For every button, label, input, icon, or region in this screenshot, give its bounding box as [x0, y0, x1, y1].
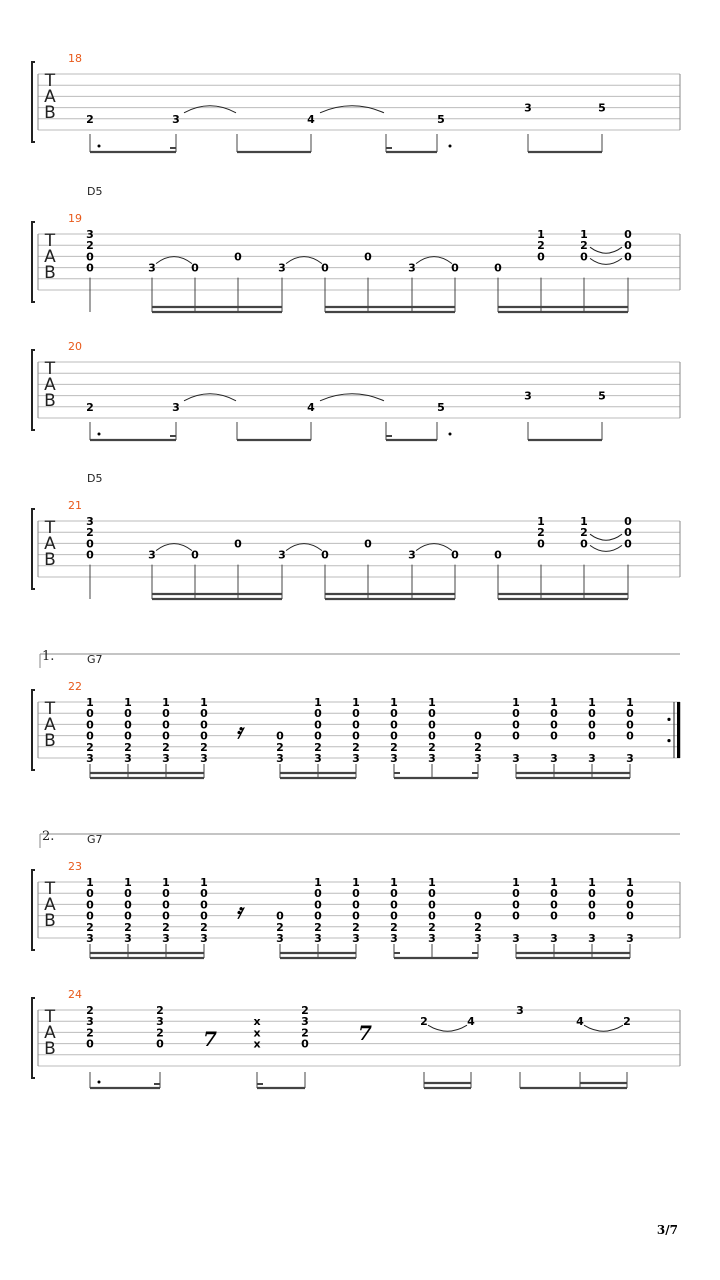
fret-number: 0 [352, 909, 360, 923]
fret-number: 0 [162, 707, 170, 721]
rhythm-dot [449, 145, 452, 148]
fret-number: 2 [276, 920, 284, 934]
fret-number: 2 [276, 740, 284, 754]
fret-number: 3 [124, 752, 132, 765]
fret-number: 0 [580, 537, 588, 551]
fret-number: 0 [550, 909, 558, 923]
fret-number: 2 [428, 920, 436, 934]
fret-number: 0 [550, 898, 558, 912]
tab-label-a: A [44, 87, 56, 107]
fret-number: 1 [512, 876, 520, 889]
tab-label-b: B [44, 911, 56, 931]
fret-number: 3 [588, 752, 596, 765]
fret-number: 0 [428, 909, 436, 923]
system-bracket [32, 222, 35, 302]
muted-string: x [253, 1026, 261, 1040]
fret-number: 0 [352, 718, 360, 732]
fret-number: 2 [580, 526, 588, 540]
fret-number: 0 [86, 1037, 94, 1051]
fret-number: 2 [623, 1015, 631, 1029]
fret-number: 1 [314, 696, 322, 709]
fret-number: 2 [162, 920, 170, 934]
fret-number: 1 [428, 876, 436, 889]
tab-label-a: A [44, 715, 56, 735]
measure-number: 21 [68, 499, 82, 512]
fret-number: 0 [512, 729, 520, 743]
tab-label-b: B [44, 1039, 56, 1059]
fret-number: 2 [86, 239, 94, 253]
fret-number: 3 [588, 932, 596, 945]
system-bracket [32, 998, 35, 1078]
tab-label-t: T [44, 699, 56, 719]
fret-number: 0 [624, 526, 632, 540]
fret-number: 1 [550, 696, 558, 709]
tie-arc [590, 545, 622, 551]
fret-number: 3 [301, 1015, 309, 1029]
fret-number: 0 [352, 729, 360, 743]
fret-number: 1 [550, 876, 558, 889]
repeat-thick-bar [677, 702, 680, 758]
fret-number: 3 [428, 932, 436, 945]
staff-system-18 [32, 52, 680, 142]
fret-number: 0 [626, 707, 634, 721]
fret-number: 0 [451, 548, 459, 562]
fret-number: 0 [580, 250, 588, 264]
fret-number: 2 [428, 740, 436, 754]
fret-number: 0 [301, 1037, 309, 1051]
fret-number: 2 [86, 740, 94, 754]
fret-number: 3 [474, 752, 482, 765]
fret-number: 1 [86, 696, 94, 709]
fret-number: 0 [494, 548, 502, 562]
fret-number: 3 [278, 261, 286, 275]
fret-number: 0 [124, 707, 132, 721]
muted-string: x [253, 1015, 261, 1029]
fret-number: 0 [314, 718, 322, 732]
fret-number: 0 [86, 887, 94, 901]
fret-number: 1 [314, 876, 322, 889]
fret-number: 0 [626, 718, 634, 732]
fret-number: 3 [172, 400, 180, 414]
fret-number: 0 [626, 729, 634, 743]
fret-number: 1 [537, 228, 545, 241]
tie-arc [320, 106, 384, 113]
fret-number: 1 [512, 696, 520, 709]
fret-number: 2 [352, 740, 360, 754]
fret-number: 0 [200, 887, 208, 901]
fret-number: 2 [86, 1004, 94, 1017]
fret-number: 0 [390, 887, 398, 901]
fret-number: 2 [474, 920, 482, 934]
fret-number: 1 [626, 876, 634, 889]
fret-number: 3 [512, 752, 520, 765]
fret-number: 0 [314, 729, 322, 743]
fret-number: 0 [352, 898, 360, 912]
fret-number: 0 [276, 729, 284, 743]
fret-number: 0 [200, 707, 208, 721]
fret-number: 3 [474, 932, 482, 945]
fret-number: 2 [124, 740, 132, 754]
fret-number: 0 [191, 261, 199, 275]
fret-number: 0 [86, 718, 94, 732]
repeat-dot [667, 739, 670, 742]
fret-number: 5 [437, 400, 445, 414]
tab-label-a: A [44, 895, 56, 915]
tab-label-t: T [44, 518, 56, 538]
fret-number: 0 [86, 909, 94, 923]
tie-arc [428, 1025, 467, 1031]
fret-number: 0 [451, 261, 459, 275]
fret-number: 2 [580, 239, 588, 253]
fret-number: 3 [550, 752, 558, 765]
fret-number: 0 [200, 909, 208, 923]
fret-number: 2 [124, 920, 132, 934]
fret-number: 0 [626, 898, 634, 912]
fret-number: 0 [86, 537, 94, 551]
fret-number: 1 [352, 876, 360, 889]
tie-arc [286, 544, 322, 551]
fret-number: 0 [537, 537, 545, 551]
tie-arc [584, 1025, 623, 1031]
fret-number: 0 [550, 707, 558, 721]
fret-number: 0 [156, 1037, 164, 1051]
volta-number: 1. [42, 649, 55, 664]
system-bracket [32, 350, 35, 430]
fret-number: 3 [428, 752, 436, 765]
measure-number: 20 [68, 340, 82, 353]
tie-arc [416, 544, 452, 551]
tie-arc [184, 394, 236, 401]
system-bracket [32, 509, 35, 589]
fret-number: 1 [352, 696, 360, 709]
fret-number: 0 [86, 898, 94, 912]
measure-number: 18 [68, 52, 82, 65]
fret-number: 0 [624, 228, 632, 241]
fret-number: 0 [428, 707, 436, 721]
chord-symbol: D5 [87, 472, 103, 485]
fret-number: 1 [162, 876, 170, 889]
fret-number: 2 [86, 920, 94, 934]
fret-number: 0 [200, 729, 208, 743]
fret-number: 0 [86, 261, 94, 275]
fret-number: 0 [321, 261, 329, 275]
fret-number: 0 [626, 909, 634, 923]
fret-number: 0 [234, 537, 242, 551]
fret-number: 2 [86, 526, 94, 540]
fret-number: 0 [390, 707, 398, 721]
fret-number: 0 [588, 898, 596, 912]
tie-arc [184, 106, 236, 113]
fret-number: 1 [588, 696, 596, 709]
muted-string: x [253, 1037, 261, 1051]
fret-number: 0 [390, 909, 398, 923]
fret-number: 3 [524, 389, 532, 403]
rhythm-dot [98, 1081, 101, 1084]
fret-number: 2 [162, 740, 170, 754]
fret-number: 0 [390, 898, 398, 912]
tab-label-t: T [44, 359, 56, 379]
fret-number: 4 [307, 112, 315, 126]
fret-number: 0 [512, 909, 520, 923]
fret-number: 3 [524, 101, 532, 115]
tie-arc [590, 258, 622, 264]
fret-number: 1 [390, 876, 398, 889]
page-number: 3/7 [656, 1223, 678, 1237]
fret-number: 3 [550, 932, 558, 945]
fret-number: 3 [86, 932, 94, 945]
fret-number: 2 [420, 1015, 428, 1029]
sixteenth-rest: 𝄿 [236, 899, 243, 923]
fret-number: 0 [124, 729, 132, 743]
fret-number: 3 [124, 932, 132, 945]
fret-number: 0 [588, 718, 596, 732]
fret-number: 2 [200, 920, 208, 934]
fret-number: 0 [550, 729, 558, 743]
fret-number: 3 [86, 515, 94, 528]
sixteenth-rest: 7 [203, 1027, 217, 1051]
fret-number: 0 [588, 887, 596, 901]
fret-number: 2 [86, 400, 94, 414]
fret-number: 0 [314, 887, 322, 901]
fret-number: 0 [162, 718, 170, 732]
fret-number: 3 [626, 932, 634, 945]
fret-number: 2 [390, 920, 398, 934]
fret-number: 0 [86, 707, 94, 721]
fret-number: 0 [124, 909, 132, 923]
fret-number: 1 [86, 876, 94, 889]
chord-symbol: D5 [87, 185, 103, 198]
fret-number: 2 [156, 1004, 164, 1017]
fret-number: 0 [624, 515, 632, 528]
fret-number: 3 [352, 932, 360, 945]
eighth-rest: 7 [358, 1021, 372, 1045]
fret-number: 3 [512, 932, 520, 945]
fret-number: 2 [474, 740, 482, 754]
tab-label-b: B [44, 550, 56, 570]
fret-number: 0 [162, 909, 170, 923]
fret-number: 3 [172, 112, 180, 126]
fret-number: 0 [162, 887, 170, 901]
rhythm-dot [98, 145, 101, 148]
tie-arc [286, 257, 322, 264]
fret-number: 1 [580, 515, 588, 528]
measure-number: 19 [68, 212, 82, 225]
fret-number: 5 [437, 112, 445, 126]
fret-number: 0 [191, 548, 199, 562]
fret-number: 5 [598, 389, 606, 403]
fret-number: 3 [408, 548, 416, 562]
fret-number: 1 [124, 696, 132, 709]
fret-number: 3 [200, 932, 208, 945]
fret-number: 3 [162, 752, 170, 765]
rhythm-dot [449, 433, 452, 436]
tie-arc [590, 534, 622, 540]
measure-number: 23 [68, 860, 82, 873]
fret-number: 3 [408, 261, 416, 275]
fret-number: 2 [200, 740, 208, 754]
fret-number: 4 [467, 1015, 475, 1029]
rhythm-dot [98, 433, 101, 436]
fret-number: 2 [301, 1026, 309, 1040]
tab-label-b: B [44, 103, 56, 123]
fret-number: 0 [588, 707, 596, 721]
fret-number: 3 [86, 1015, 94, 1029]
tab-label-t: T [44, 1007, 56, 1027]
fret-number: 0 [86, 250, 94, 264]
tie-arc [590, 247, 622, 253]
fret-number: 0 [494, 261, 502, 275]
system-bracket [32, 870, 35, 950]
volta-number: 2. [42, 829, 55, 844]
fret-number: 0 [624, 537, 632, 551]
fret-number: 2 [314, 740, 322, 754]
tab-label-a: A [44, 375, 56, 395]
tab-label-b: B [44, 731, 56, 751]
fret-number: 0 [364, 537, 372, 551]
tab-label-b: B [44, 391, 56, 411]
fret-number: 0 [428, 729, 436, 743]
fret-number: 1 [200, 696, 208, 709]
fret-number: 0 [512, 887, 520, 901]
tab-label-a: A [44, 1023, 56, 1043]
fret-number: 0 [550, 718, 558, 732]
fret-number: 0 [474, 729, 482, 743]
fret-number: 0 [86, 548, 94, 562]
fret-number: 0 [162, 729, 170, 743]
fret-number: 0 [474, 909, 482, 923]
fret-number: 2 [86, 112, 94, 126]
fret-number: 0 [200, 898, 208, 912]
fret-number: 0 [428, 898, 436, 912]
fret-number: 0 [512, 718, 520, 732]
fret-number: 0 [86, 729, 94, 743]
fret-number: 0 [124, 887, 132, 901]
fret-number: 0 [624, 239, 632, 253]
fret-number: 0 [512, 898, 520, 912]
fret-number: 1 [537, 515, 545, 528]
fret-number: 0 [314, 909, 322, 923]
fret-number: 1 [428, 696, 436, 709]
fret-number: 1 [580, 228, 588, 241]
staff-system-20 [32, 340, 680, 430]
fret-number: 0 [200, 718, 208, 732]
fret-number: 3 [314, 752, 322, 765]
fret-number: 0 [162, 898, 170, 912]
fret-number: 2 [156, 1026, 164, 1040]
system-bracket [32, 690, 35, 770]
staff-system-24 [32, 988, 680, 1078]
fret-number: 1 [390, 696, 398, 709]
system-bracket [32, 62, 35, 142]
fret-number: 2 [314, 920, 322, 934]
chord-symbol: G7 [87, 653, 103, 666]
sixteenth-rest: 𝄿 [236, 719, 243, 743]
fret-number: 3 [162, 932, 170, 945]
fret-number: 3 [200, 752, 208, 765]
fret-number: 0 [314, 898, 322, 912]
tie-arc [156, 257, 192, 264]
measure-number: 22 [68, 680, 82, 693]
fret-number: 0 [512, 707, 520, 721]
fret-number: 1 [626, 696, 634, 709]
fret-number: 3 [278, 548, 286, 562]
fret-number: 2 [352, 920, 360, 934]
fret-number: 3 [276, 932, 284, 945]
fret-number: 3 [148, 261, 156, 275]
fret-number: 0 [352, 707, 360, 721]
fret-number: 3 [148, 548, 156, 562]
fret-number: 0 [321, 548, 329, 562]
fret-number: 0 [550, 887, 558, 901]
fret-number: 4 [307, 400, 315, 414]
tab-label-a: A [44, 534, 56, 554]
tab-label-a: A [44, 247, 56, 267]
fret-number: 0 [626, 887, 634, 901]
tie-arc [416, 257, 452, 264]
tie-arc [320, 394, 384, 401]
measure-number: 24 [68, 988, 82, 1001]
fret-number: 4 [576, 1015, 584, 1029]
tab-label-t: T [44, 879, 56, 899]
fret-number: 2 [86, 1026, 94, 1040]
fret-number: 0 [428, 718, 436, 732]
fret-number: 3 [390, 752, 398, 765]
tab-label-t: T [44, 231, 56, 251]
fret-number: 0 [390, 729, 398, 743]
fret-number: 3 [314, 932, 322, 945]
tab-label-t: T [44, 71, 56, 91]
fret-number: 0 [588, 729, 596, 743]
fret-number: 3 [86, 752, 94, 765]
fret-number: 1 [200, 876, 208, 889]
fret-number: 5 [598, 101, 606, 115]
fret-number: 3 [352, 752, 360, 765]
fret-number: 2 [537, 526, 545, 540]
chord-symbol: G7 [87, 833, 103, 846]
fret-number: 3 [276, 752, 284, 765]
fret-number: 3 [516, 1004, 524, 1017]
fret-number: 3 [156, 1015, 164, 1029]
fret-number: 1 [162, 696, 170, 709]
repeat-dot [667, 718, 670, 721]
fret-number: 1 [124, 876, 132, 889]
fret-number: 0 [537, 250, 545, 264]
fret-number: 0 [234, 250, 242, 264]
fret-number: 2 [537, 239, 545, 253]
tie-arc [156, 544, 192, 551]
fret-number: 3 [626, 752, 634, 765]
fret-number: 0 [352, 887, 360, 901]
fret-number: 3 [390, 932, 398, 945]
fret-number: 0 [124, 718, 132, 732]
fret-number: 0 [276, 909, 284, 923]
fret-number: 0 [588, 909, 596, 923]
tab-label-b: B [44, 263, 56, 283]
fret-number: 0 [124, 898, 132, 912]
fret-number: 0 [390, 718, 398, 732]
fret-number: 2 [301, 1004, 309, 1017]
fret-number: 0 [428, 887, 436, 901]
fret-number: 3 [86, 228, 94, 241]
fret-number: 0 [364, 250, 372, 264]
fret-number: 0 [624, 250, 632, 264]
fret-number: 1 [588, 876, 596, 889]
fret-number: 0 [314, 707, 322, 721]
fret-number: 2 [390, 740, 398, 754]
